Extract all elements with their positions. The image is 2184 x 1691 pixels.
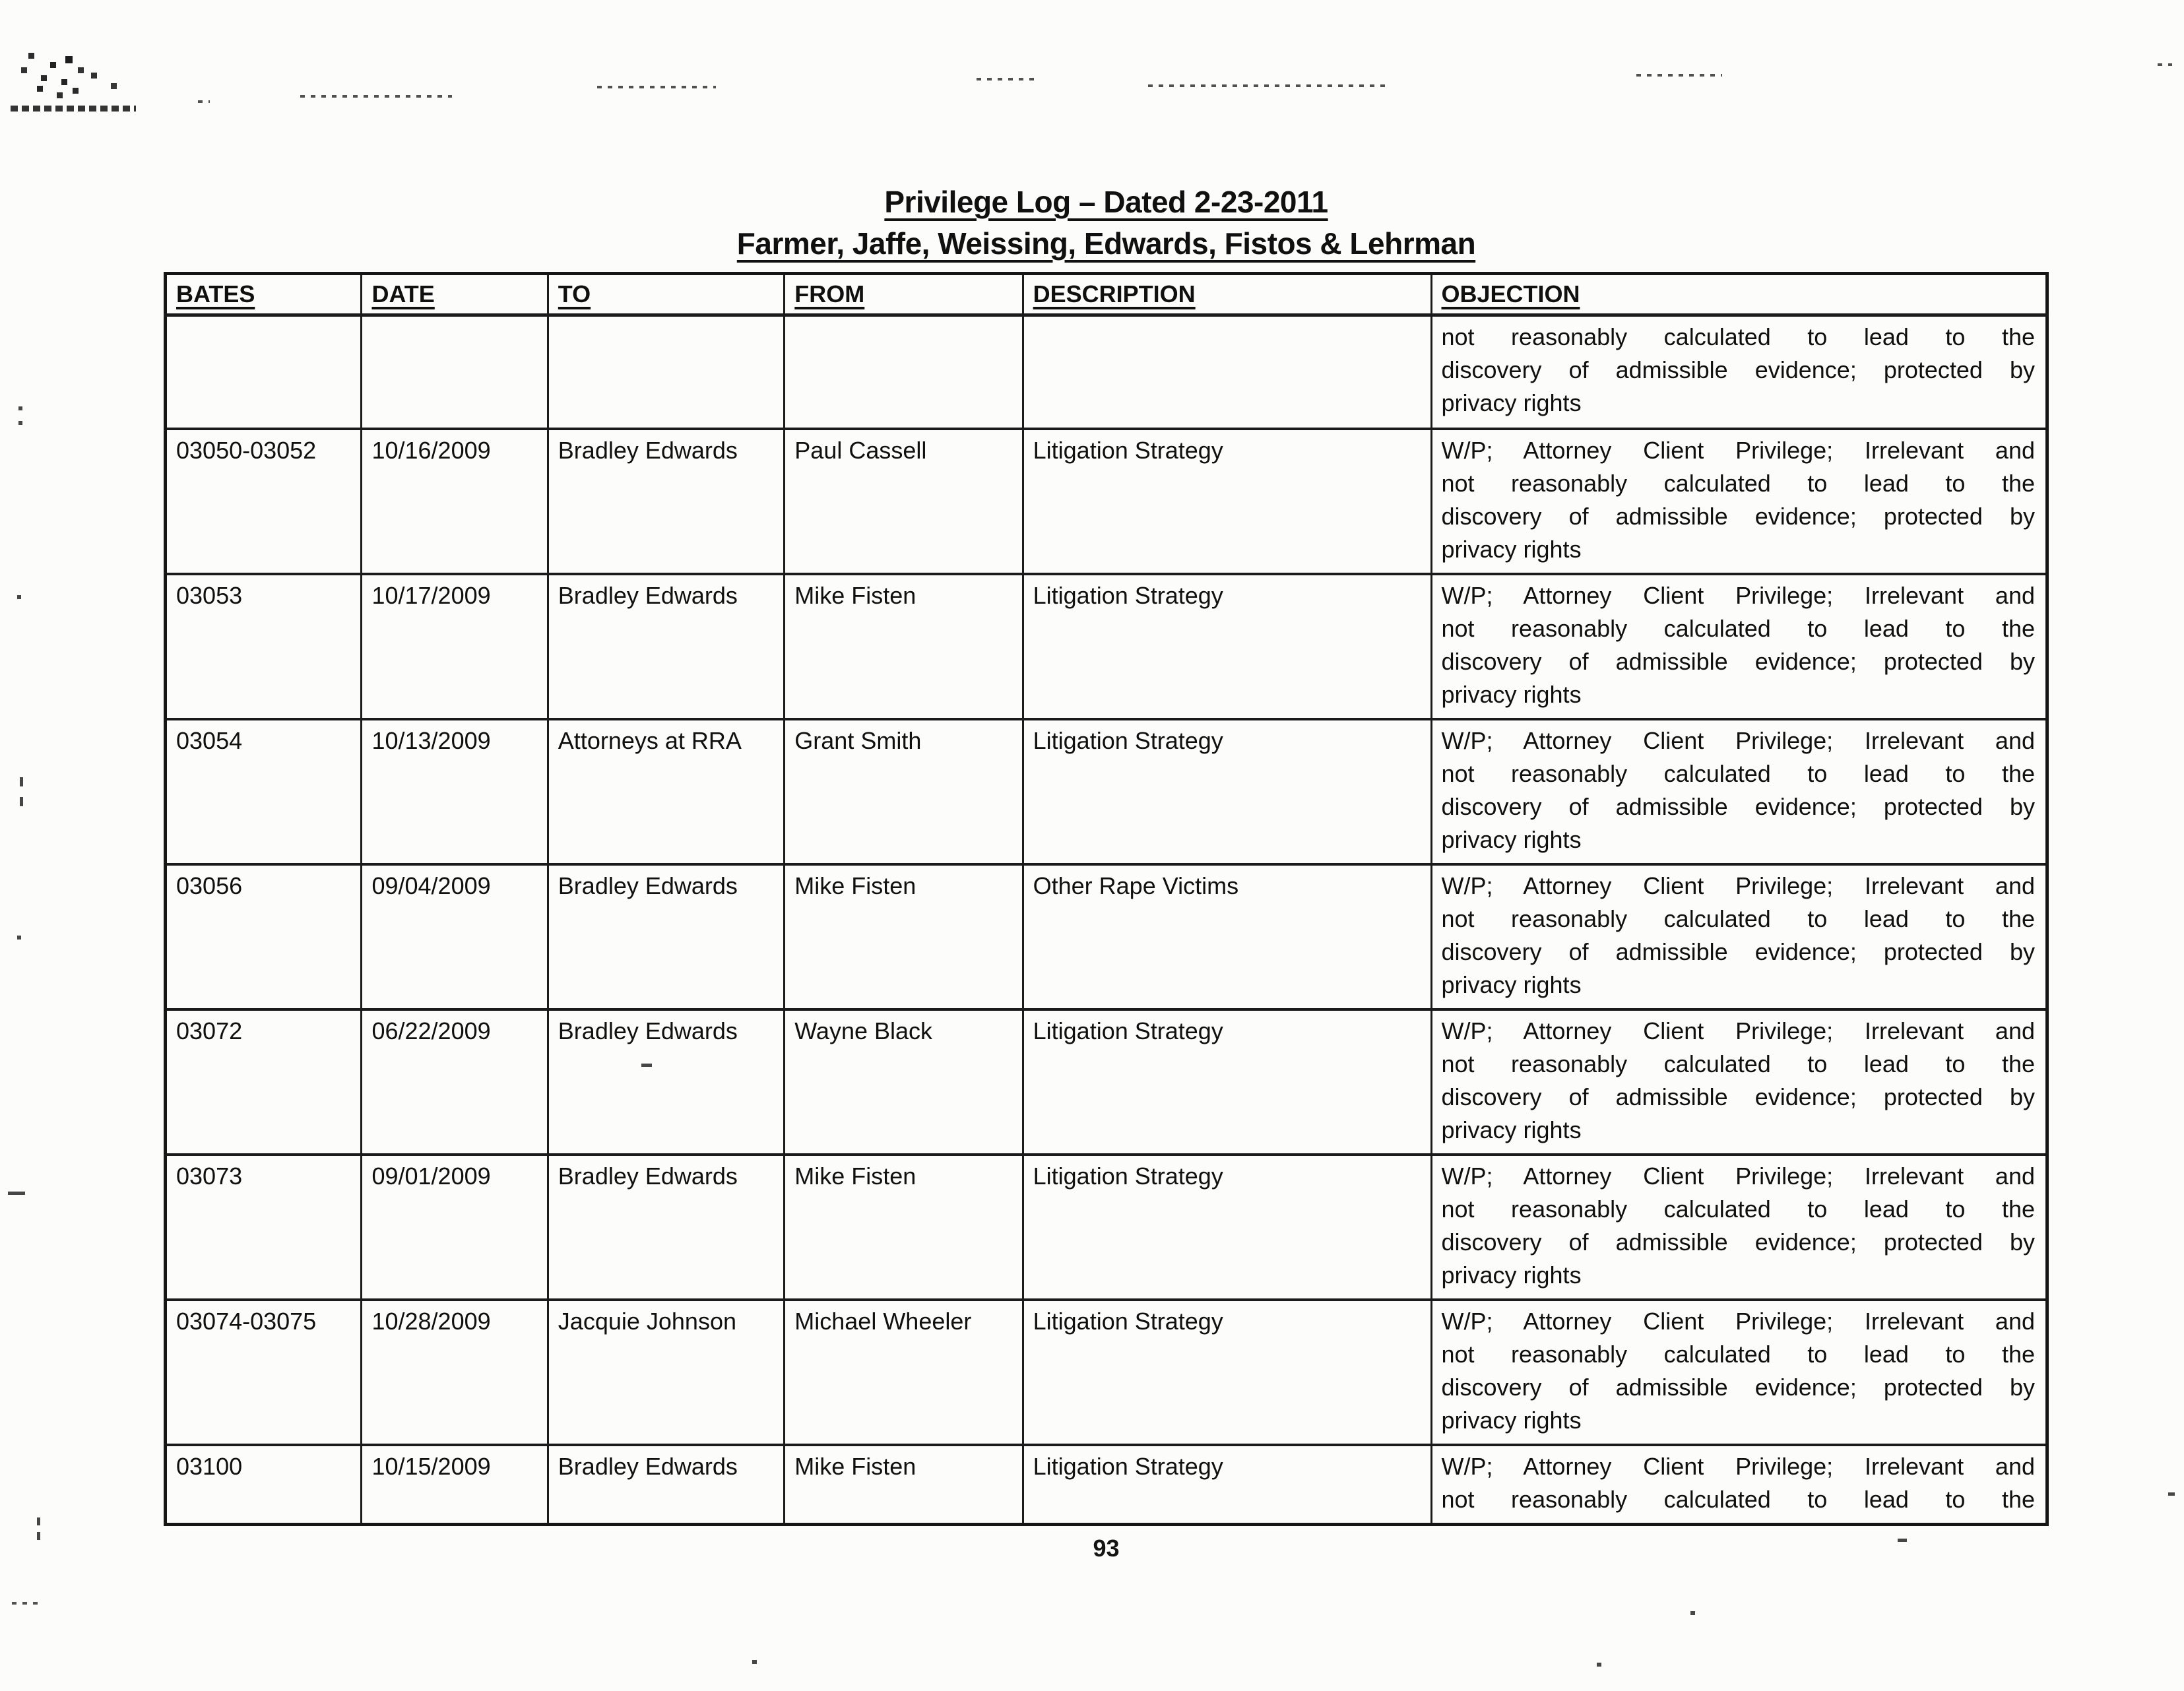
- privilege-log-table: [164, 272, 2049, 1526]
- scan-artifact: [12, 1602, 38, 1605]
- page-number: 93: [1093, 1535, 1120, 1562]
- table-row: [166, 574, 2047, 719]
- cell-to: [548, 315, 784, 430]
- scan-artifact: [300, 95, 452, 98]
- scan-artifact: [20, 797, 23, 806]
- page-title: Privilege Log – Dated 2-23-2011: [884, 185, 1328, 219]
- scan-artifact: [20, 777, 23, 786]
- cell-date: 10/17/2009: [362, 574, 548, 719]
- cell-description: Other Rape Victims: [1023, 864, 1431, 1009]
- cell-bates: 03074-03075: [166, 1300, 362, 1445]
- cell-objection: W/P; Attorney Client Privilege; Irrelevant and not reasonably calculated to lead to the discovery of admissible evidence; protected by privacy rights: [1431, 574, 2047, 719]
- col-header-date: DATE: [362, 274, 548, 315]
- scan-artifact: [1597, 1663, 1601, 1667]
- cell-description: Litigation Strategy: [1023, 574, 1431, 719]
- scan-artifact: [0, 0, 3, 3]
- cell-to: Bradley Edwards: [548, 429, 784, 574]
- scan-artifact: [8, 1192, 25, 1195]
- table-row: [166, 719, 2047, 864]
- cell-bates: 03072: [166, 1009, 362, 1155]
- scan-artifact: [1690, 1611, 1695, 1615]
- cell-to: Jacquie Johnson: [548, 1300, 784, 1445]
- cell-description: Litigation Strategy: [1023, 719, 1431, 864]
- table-row: [166, 1300, 2047, 1445]
- cell-bates: 03056: [166, 864, 362, 1009]
- cell-to: Attorneys at RRA: [548, 719, 784, 864]
- cell-from: [785, 315, 1023, 430]
- cell-date: 06/22/2009: [362, 1009, 548, 1155]
- cell-objection: W/P; Attorney Client Privilege; Irrelevant and not reasonably calculated to lead to the discovery of admissible evidence; protected by privacy rights: [1431, 429, 2047, 574]
- cell-from: Mike Fisten: [785, 1445, 1023, 1525]
- cell-from: Michael Wheeler: [785, 1300, 1023, 1445]
- cell-description: Litigation Strategy: [1023, 1445, 1431, 1525]
- cell-description: Litigation Strategy: [1023, 1009, 1431, 1155]
- scan-artifact: [18, 421, 22, 425]
- cell-date: 09/04/2009: [362, 864, 548, 1009]
- cell-date: 10/15/2009: [362, 1445, 548, 1525]
- scan-artifact: [17, 936, 21, 940]
- scan-artifact: [752, 1660, 757, 1664]
- cell-date: 10/28/2009: [362, 1300, 548, 1445]
- cell-from: Wayne Black: [785, 1009, 1023, 1155]
- cell-objection: W/P; Attorney Client Privilege; Irrelevant and not reasonably calculated to lead to the: [1431, 1445, 2047, 1525]
- scan-artifact: [18, 406, 22, 410]
- cell-from: Mike Fisten: [785, 574, 1023, 719]
- scan-artifact: [2158, 63, 2172, 66]
- cell-objection: W/P; Attorney Client Privilege; Irrelevant and not reasonably calculated to lead to the discovery of admissible evidence; protected by privacy rights: [1431, 1155, 2047, 1300]
- cell-from: Mike Fisten: [785, 1155, 1023, 1300]
- col-header-bates: BATES: [166, 274, 362, 315]
- table-row: [166, 315, 2047, 430]
- scan-artifact: [37, 1532, 40, 1540]
- scan-artifact: [17, 595, 21, 599]
- cell-objection: not reasonably calculated to lead to the discovery of admissible evidence; protected by privacy rights: [1431, 315, 2047, 430]
- scan-artifact: [2168, 1492, 2175, 1496]
- cell-to: Bradley Edwards: [548, 864, 784, 1009]
- cell-description: Litigation Strategy: [1023, 1155, 1431, 1300]
- page-subtitle: Farmer, Jaffe, Weissing, Edwards, Fistos & Lehrman: [736, 226, 1476, 261]
- cell-bates: 03073: [166, 1155, 362, 1300]
- scan-artifact: [11, 106, 136, 112]
- cell-to: Bradley Edwards: [548, 1445, 784, 1525]
- table-row: [166, 1009, 2047, 1155]
- table-row: [166, 864, 2047, 1009]
- cell-bates: [166, 315, 362, 430]
- scan-artifact: [198, 100, 210, 103]
- cell-from: Mike Fisten: [785, 864, 1023, 1009]
- cell-from: Paul Cassell: [785, 429, 1023, 574]
- cell-to: Bradley Edwards: [548, 574, 784, 719]
- table-row: [166, 1155, 2047, 1300]
- cell-objection: W/P; Attorney Client Privilege; Irrelevant and not reasonably calculated to lead to the discovery of admissible evidence; protected by privacy rights: [1431, 719, 2047, 864]
- cell-bates: 03054: [166, 719, 362, 864]
- cell-from: Grant Smith: [785, 719, 1023, 864]
- cell-to: Bradley Edwards: [548, 1009, 784, 1155]
- cell-date: 10/16/2009: [362, 429, 548, 574]
- col-header-description: DESCRIPTION: [1023, 274, 1431, 315]
- col-header-to: TO: [548, 274, 784, 315]
- cell-objection: W/P; Attorney Client Privilege; Irrelevant and not reasonably calculated to lead to the discovery of admissible evidence; protected by privacy rights: [1431, 1300, 2047, 1445]
- table-header-row: [166, 274, 2047, 315]
- scan-artifact: [977, 78, 1036, 80]
- col-header-objection: OBJECTION: [1431, 274, 2047, 315]
- cell-date: [362, 315, 548, 430]
- cell-description: [1023, 315, 1431, 430]
- cell-date: 09/01/2009: [362, 1155, 548, 1300]
- cell-description: Litigation Strategy: [1023, 1300, 1431, 1445]
- document-body: [164, 182, 2049, 1526]
- cell-objection: W/P; Attorney Client Privilege; Irrelevant and not reasonably calculated to lead to the discovery of admissible evidence; protected by privacy rights: [1431, 1009, 2047, 1155]
- table-row: [166, 429, 2047, 574]
- scan-artifact: [1636, 74, 1722, 77]
- cell-description: Litigation Strategy: [1023, 429, 1431, 574]
- scan-artifact: [597, 86, 716, 88]
- cell-bates: 03050-03052: [166, 429, 362, 574]
- cell-bates: 03100: [166, 1445, 362, 1525]
- cell-to: Bradley Edwards: [548, 1155, 784, 1300]
- col-header-from: FROM: [785, 274, 1023, 315]
- cell-bates: 03053: [166, 574, 362, 719]
- scan-artifact: [37, 1517, 40, 1525]
- table-row: [166, 1445, 2047, 1525]
- cell-date: 10/13/2009: [362, 719, 548, 864]
- cell-objection: W/P; Attorney Client Privilege; Irrelevant and not reasonably calculated to lead to the discovery of admissible evidence; protected by privacy rights: [1431, 864, 2047, 1009]
- scan-artifact: [1148, 84, 1386, 87]
